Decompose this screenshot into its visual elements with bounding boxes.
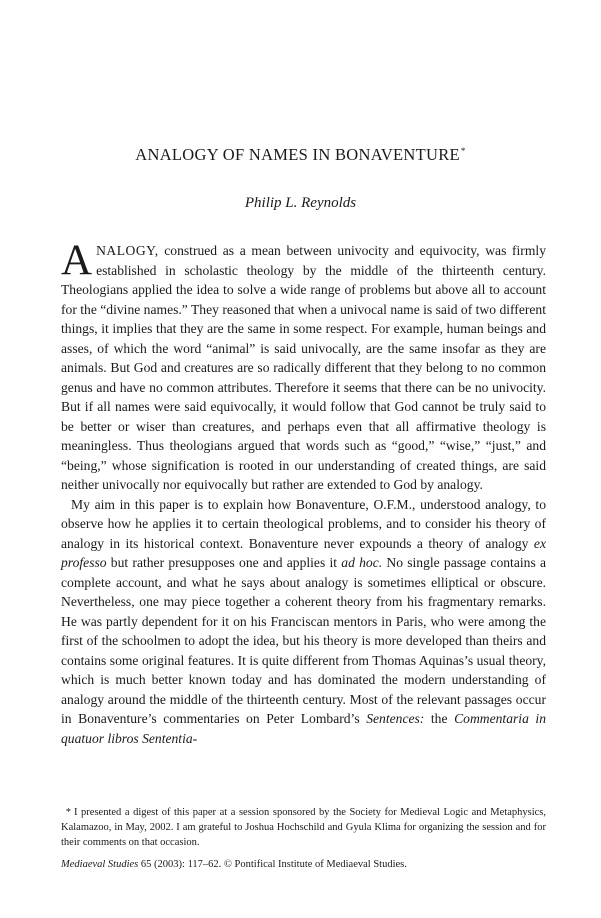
paragraph-2-text-d: the: [424, 711, 455, 726]
journal-name: Mediaeval Studies: [61, 859, 139, 870]
footnote: [61, 805, 546, 850]
citation-details: 65 (2003): 117–62. © Pontifical Institute of Mediaeval Studies.: [138, 859, 407, 870]
italic-term: ex professo: [61, 535, 546, 570]
paragraph-2-text-c: No single passage contains a complete account, and what he says about analogy is sometimes elliptical or obscure. Nevertheless, one may piece together a coherent theory from his fragmentary remarks. He was partly dependent for it on his Franciscan mentors in Paris, who were among the first of the schoolmen to adopt the idea, but his theory is more developed than theirs and contains some original features. It is quite different from Thomas Aquinas’s usual theory, which is much better known today and has dominated the modern understanding of analogy around the middle of the thirteenth century. Most of the relevant passages occur in Bonaventure’s commentaries on Peter Lombard’s: [61, 555, 547, 726]
paragraph-2-text-a: My aim in this paper is to explain how Bonaventure, O.F.M., understood analogy, to observe how he applies it to certain theological problems, and to consider his theory of analogy in its historical context. Bonaventure never expounds a theory of analogy: [61, 496, 546, 551]
book-title: Commentaria in quatuor libros Sententia-: [61, 711, 547, 746]
paragraph-1: [61, 237, 546, 495]
first-word: NALOGY,: [96, 243, 159, 258]
title-footnote-mark[interactable]: *: [460, 146, 466, 156]
article-body: [61, 237, 547, 748]
article-title: [0, 145, 601, 165]
footnote-text: I presented a digest of this paper at a session sponsored by the Society for Medieval Logic and Metaphysics, Kalamazoo, in May, 2002. I am grateful to Joshua Hochschild and Gyula Klima for organizing the session and for their comments on that occasion.: [61, 807, 546, 848]
drop-cap: A: [61, 237, 93, 284]
italic-term: ad hoc.: [341, 555, 383, 570]
paragraph-1-text: construed as a mean between univocity and equivocity, was firmly established in scholastic theology by the middle of the thirteenth century. Theologians applied the idea to solve a wide range of problems but above all to account for the “divine names.” They reasoned that when a univocal name is said of two different things, it implies that they are the same in some respect. For example, human beings and asses, of which the word “animal” is said univocally, are the same insofar as they are animals. But God and creatures are so radically different that they belong to no common genus and have no common attributes. Therefore it seems that there can be no univocity. But if all names were said equivocally, it would follow that God cannot be truly said to be better or wiser than creatures, and perhaps even that all affirmative theology is meaningless. Thus theologians argued that words such as “good,” “wise,” “just,” and “being,” whose signification is rooted in our understanding of created things, are said neither univocally nor equivocally but rather are extended to God by analogy.: [61, 243, 546, 492]
book-title: Sentences:: [366, 711, 425, 726]
footnote-mark: *: [65, 807, 71, 818]
author-name: Philip L. Reynolds: [244, 195, 357, 211]
paragraph-2-text-b: but rather presupposes one and applies it: [106, 555, 342, 570]
paragraph-2: [61, 495, 546, 749]
title-text: ANALOGY OF NAMES IN BONAVENTURE: [135, 145, 460, 164]
journal-citation: [61, 857, 546, 872]
